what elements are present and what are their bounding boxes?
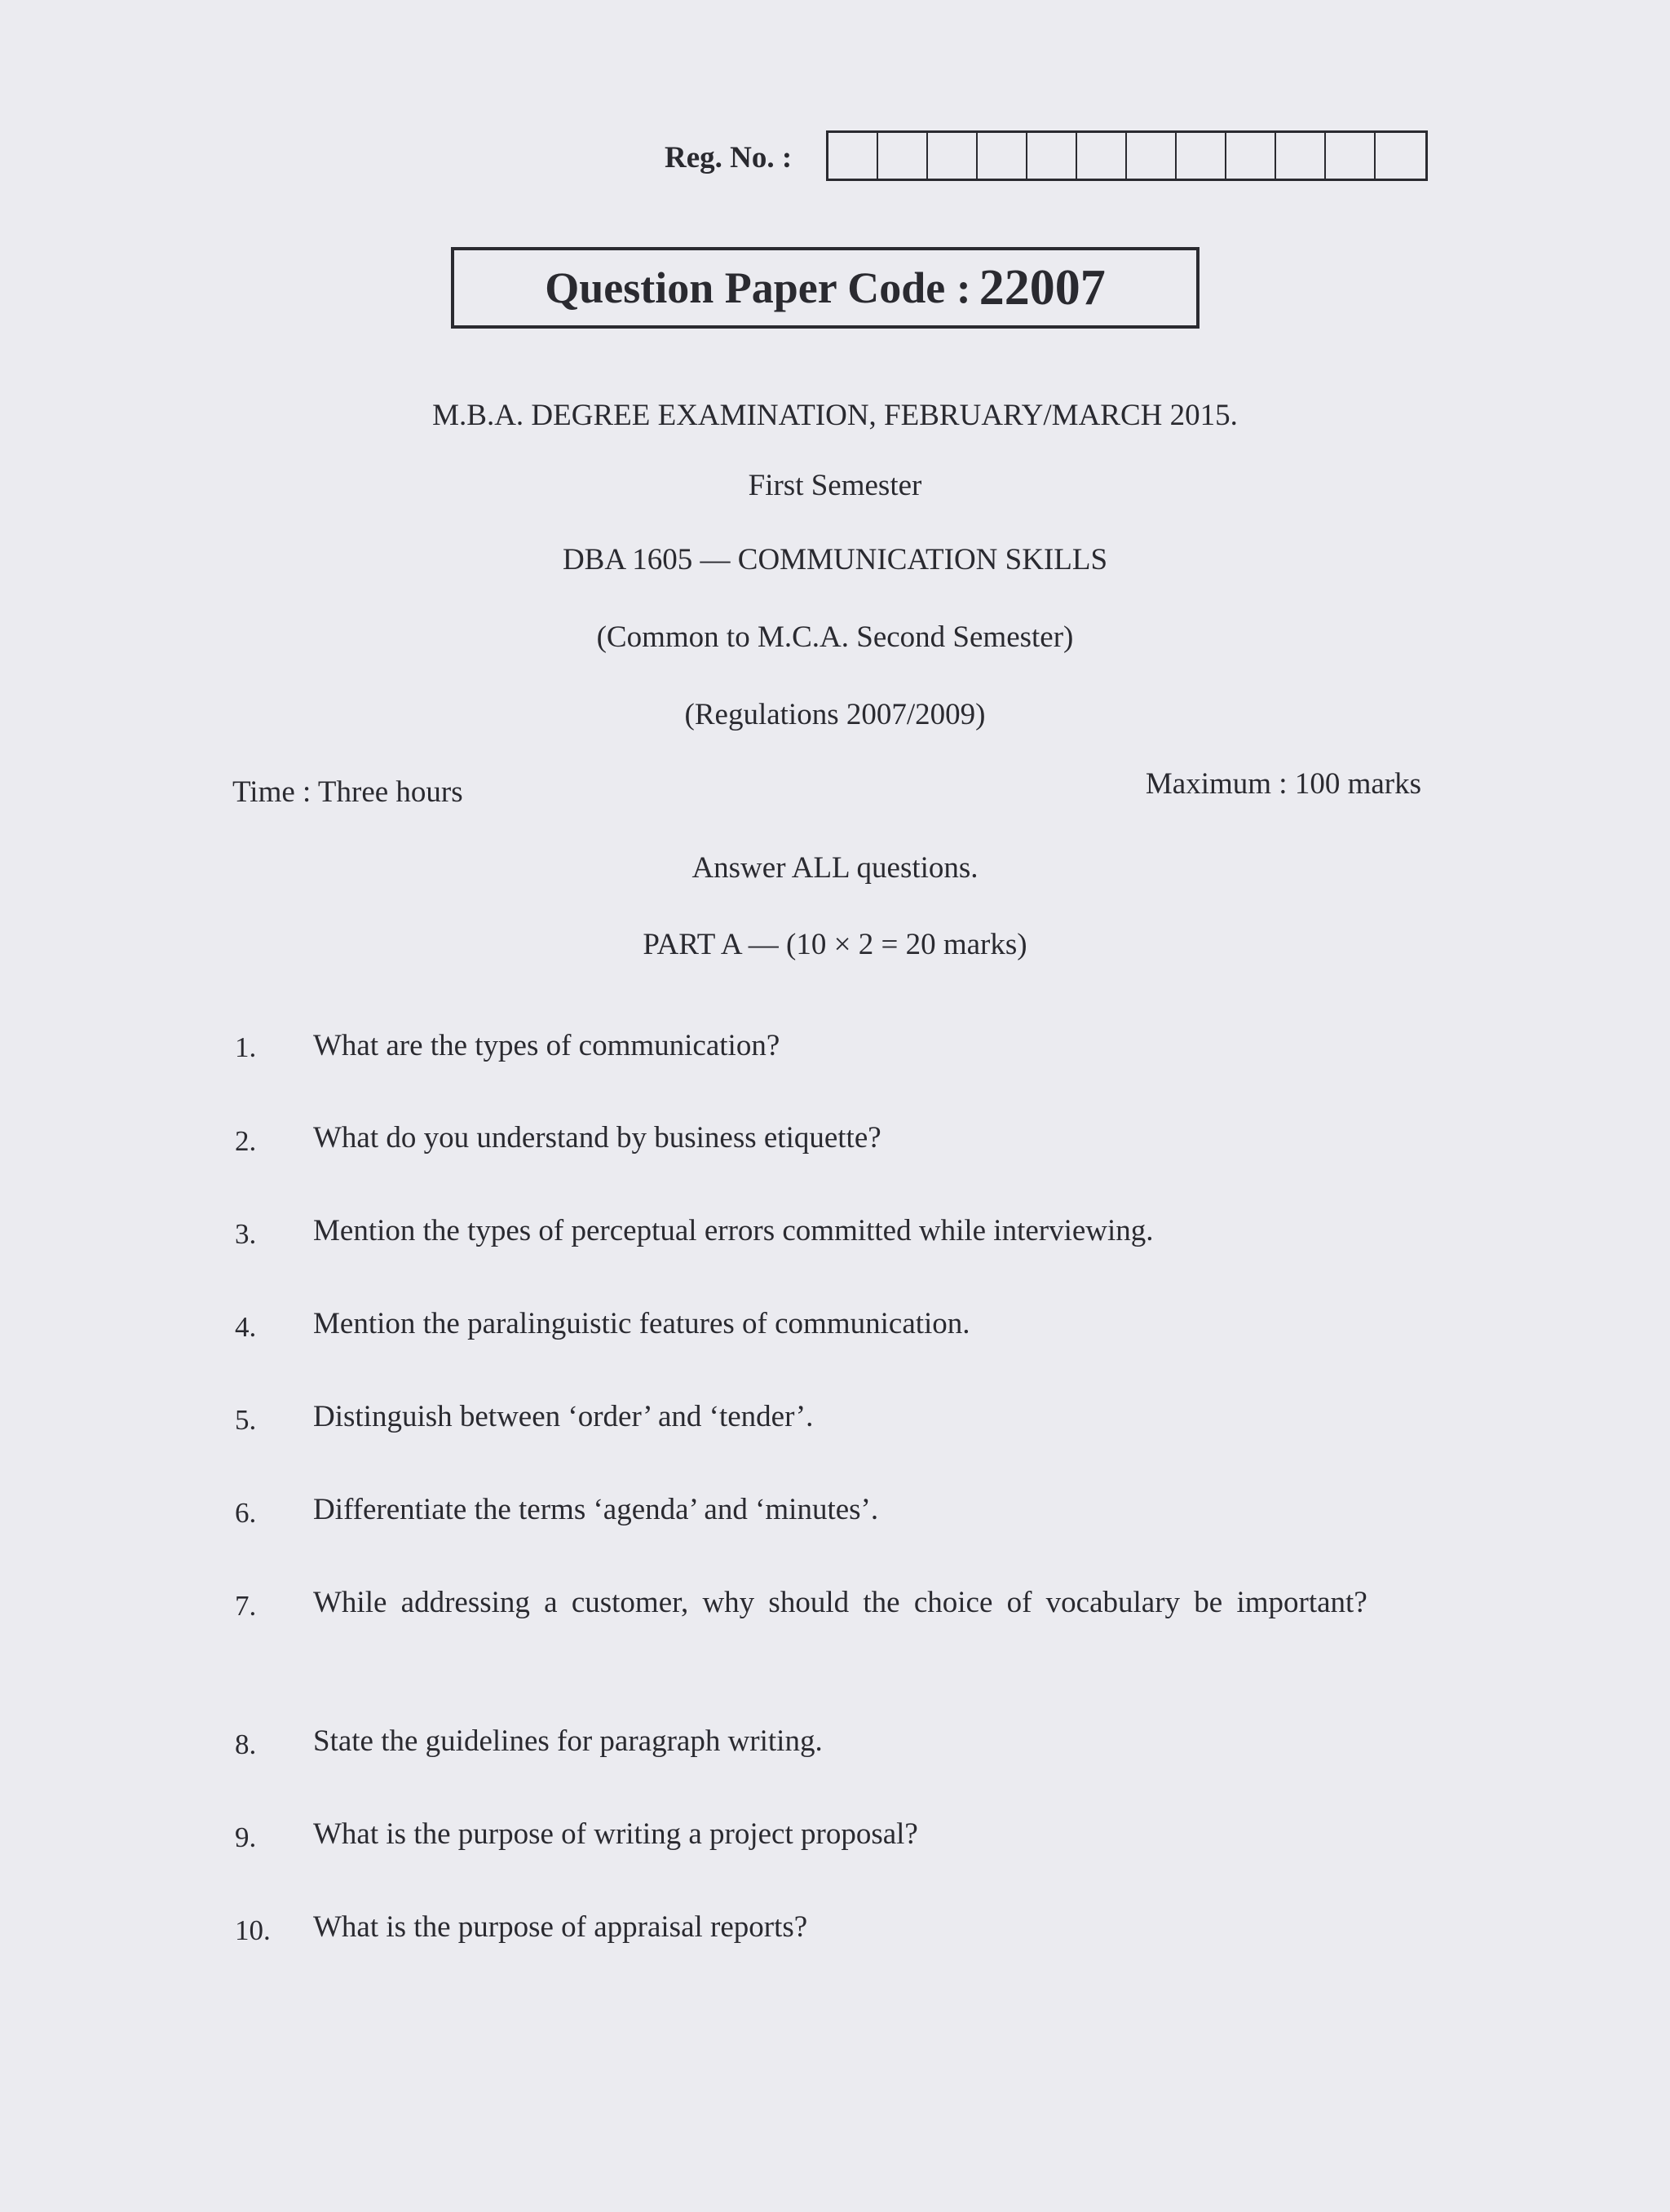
question-number: 8.: [235, 1729, 257, 1760]
question-number: 1.: [235, 1031, 257, 1063]
reg-no-digit-box[interactable]: [1226, 133, 1276, 179]
question-number: 3.: [235, 1218, 257, 1250]
question-text: What do you understand by business etiquette?: [313, 1121, 881, 1155]
reg-no-digit-box[interactable]: [1027, 133, 1077, 179]
question-paper-code-value: 22007: [979, 259, 1106, 316]
regulations: (Regulations 2007/2009): [684, 698, 986, 731]
question-text: Mention the paralinguistic features of communication.: [313, 1307, 970, 1340]
maximum-marks: Maximum : 100 marks: [1145, 767, 1421, 801]
question-paper-code-box: [451, 247, 1199, 329]
question-number: 10.: [235, 1914, 271, 1946]
question-paper-code-label: Question Paper Code :: [545, 263, 971, 312]
instruction: Answer ALL questions.: [691, 851, 979, 885]
reg-no-digit-box[interactable]: [828, 133, 878, 179]
question-number: 4.: [235, 1311, 257, 1343]
subject-title: DBA 1605 — COMMUNICATION SKILLS: [562, 543, 1108, 576]
question-number: 5.: [235, 1404, 257, 1436]
reg-no-digit-box[interactable]: [1127, 133, 1177, 179]
question-number: 7.: [235, 1590, 257, 1622]
reg-no-digit-box[interactable]: [1376, 133, 1425, 179]
part-a-heading: PART A — (10 × 2 = 20 marks): [643, 928, 1027, 961]
question-text: What is the purpose of writing a project proposal?: [313, 1817, 918, 1851]
question-text: Distinguish between ‘order’ and ‘tender’.: [313, 1400, 814, 1433]
question-number: 2.: [235, 1125, 257, 1157]
question-text: While addressing a customer, why should the choice of vocabulary be important?: [313, 1586, 1367, 1619]
reg-no-digit-box[interactable]: [978, 133, 1027, 179]
reg-no-boxes[interactable]: [826, 130, 1428, 181]
question-text: What is the purpose of appraisal reports?: [313, 1910, 808, 1944]
time-allowed: Time : Three hours: [232, 775, 463, 809]
reg-no-digit-box[interactable]: [1077, 133, 1127, 179]
reg-no-digit-box[interactable]: [928, 133, 978, 179]
exam-title: M.B.A. DEGREE EXAMINATION, FEBRUARY/MARCH 2015.: [432, 399, 1238, 432]
question-text: State the guidelines for paragraph writing.: [313, 1724, 823, 1758]
question-text: What are the types of communication?: [313, 1029, 780, 1062]
semester: First Semester: [748, 469, 922, 502]
reg-no-label: Reg. No. :: [665, 141, 793, 174]
question-text: Mention the types of perceptual errors committed while interviewing.: [313, 1214, 1154, 1247]
question-text: Differentiate the terms ‘agenda’ and ‘minutes’.: [313, 1493, 879, 1526]
reg-no-digit-box[interactable]: [1326, 133, 1376, 179]
reg-no-digit-box[interactable]: [1177, 133, 1226, 179]
question-number: 9.: [235, 1821, 257, 1853]
reg-no-digit-box[interactable]: [878, 133, 928, 179]
reg-no-digit-box[interactable]: [1276, 133, 1326, 179]
common-note: (Common to M.C.A. Second Semester): [596, 620, 1074, 654]
question-number: 6.: [235, 1497, 257, 1529]
